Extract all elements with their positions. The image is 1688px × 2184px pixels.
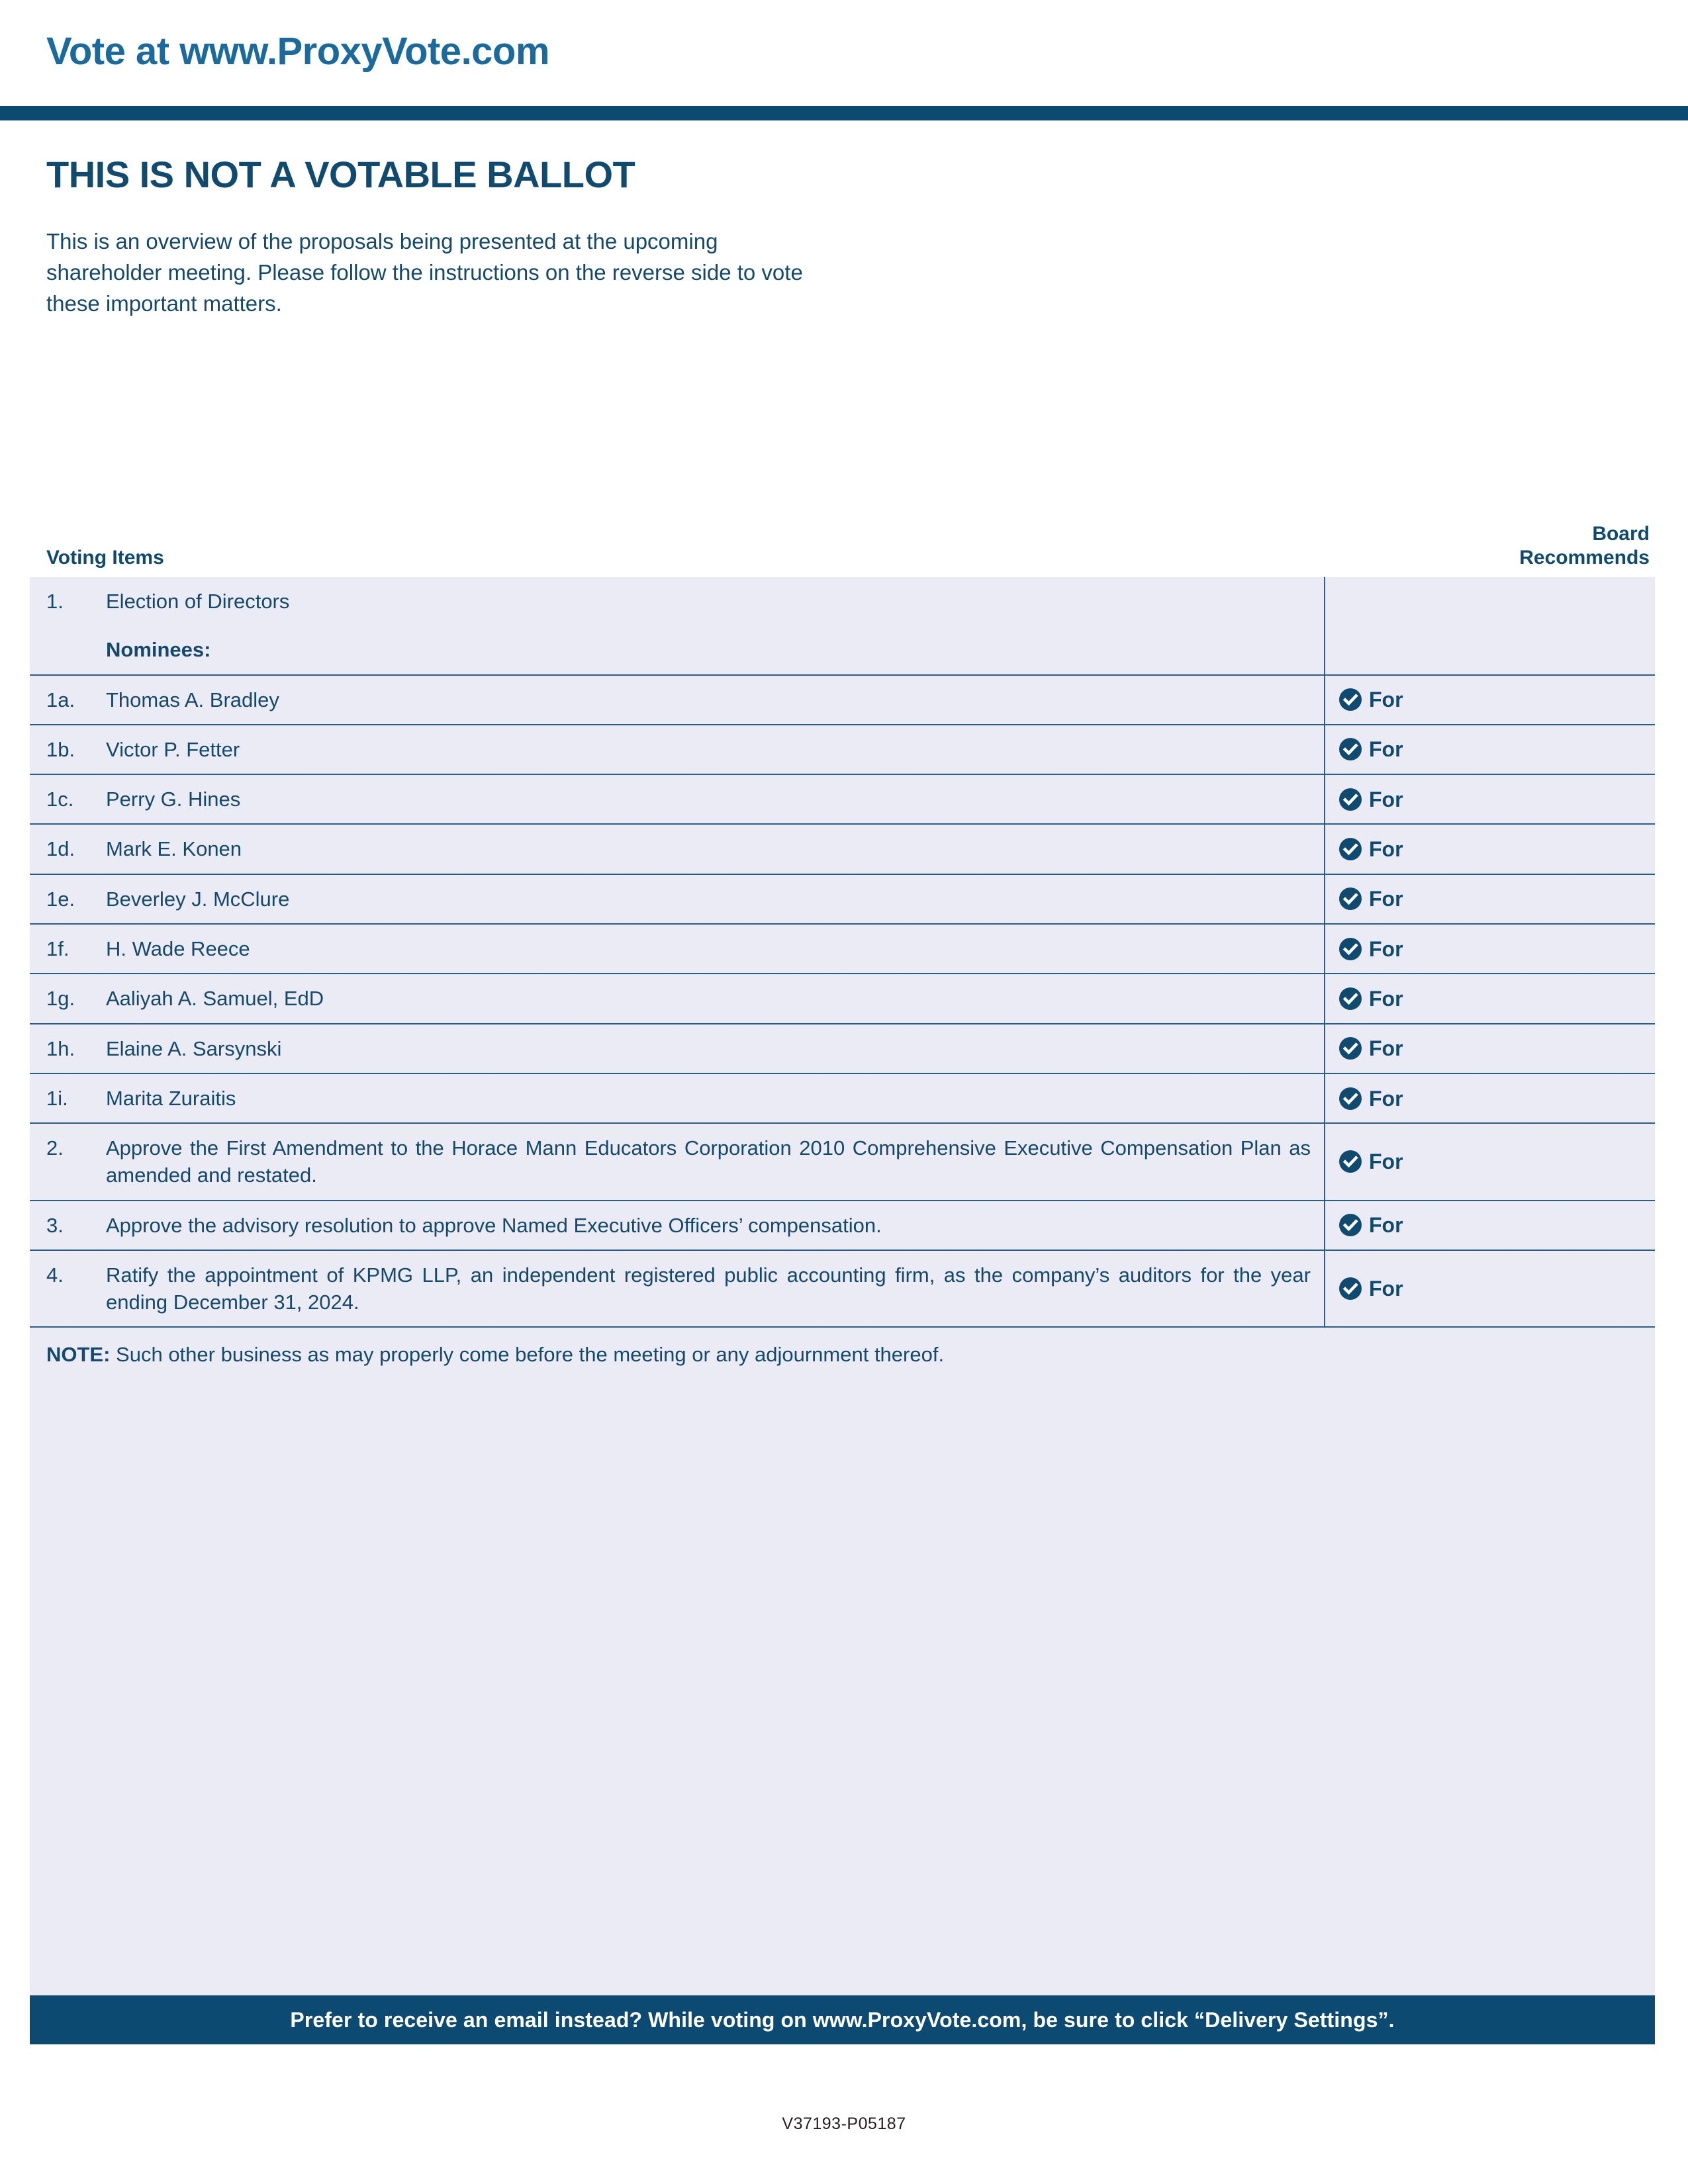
board-recommendation (1338, 887, 1403, 911)
voting-item-cell (30, 775, 1324, 823)
page-header (0, 0, 1688, 119)
board-recommendation (1338, 937, 1403, 961)
recommendation-label: For (1369, 688, 1403, 712)
table-row (30, 1074, 1655, 1124)
table-row (30, 1124, 1655, 1201)
board-recommendation-cell (1324, 775, 1655, 823)
footer-banner-text: Prefer to receive an email instead? While voting on www.ProxyVote.com, be sure to click “Delivery Settings”. (290, 2007, 1395, 2032)
check-circle-icon (1338, 887, 1362, 911)
check-circle-icon (1338, 937, 1362, 961)
column-header-voting-items: Voting Items (46, 547, 164, 569)
recommendation-label: For (1369, 1213, 1403, 1238)
voting-item-number: 1. (46, 590, 64, 613)
voting-item-cell (30, 1251, 1324, 1326)
check-circle-icon (1338, 987, 1362, 1011)
voting-item-cell (30, 625, 1324, 674)
check-circle-icon (1338, 737, 1362, 761)
voting-table (30, 576, 1655, 1383)
table-row (30, 577, 1655, 625)
voting-item-cell (30, 825, 1324, 873)
board-recommendation-cell (1324, 1074, 1655, 1122)
board-recommendation (1338, 1036, 1403, 1060)
table-row (30, 625, 1655, 675)
intro-paragraph: This is an overview of the proposals being presented at the upcoming shareholder meeting. Please follow the instructions on the reverse side to vote these important matters. (46, 228, 803, 316)
board-recommendation (1338, 837, 1403, 861)
note-text: NOTE: Such other business as may properly come before the meeting or any adjournment thereof. (46, 1343, 945, 1367)
voting-item-cell (30, 974, 1324, 1023)
table-row (30, 875, 1655, 925)
board-recommendation-cell (1324, 925, 1655, 973)
voting-item-number: 1h. (46, 1036, 75, 1060)
table-empty-area (30, 1383, 1655, 2005)
voting-item-text: Marita Zuraitis (106, 1086, 236, 1110)
voting-item-text: Mark E. Konen (106, 837, 242, 861)
table-row (30, 676, 1655, 725)
note-label: NOTE: (46, 1343, 111, 1367)
check-circle-icon (1338, 1213, 1362, 1237)
check-circle-icon (1338, 1150, 1362, 1173)
board-recommendation (1338, 1277, 1403, 1300)
voting-item-text: Election of Directors (106, 590, 290, 614)
voting-item-cell (30, 1201, 1324, 1250)
board-recommendation (1338, 688, 1403, 711)
voting-item-number: 1b. (46, 737, 75, 761)
voting-item-text: Beverley J. McClure (106, 887, 290, 911)
board-recommendation-cell (1324, 875, 1655, 923)
voting-item-number: 1f. (46, 937, 70, 960)
voting-item-number: 4. (46, 1263, 64, 1287)
board-recommendation-cell (1324, 725, 1655, 774)
intro-block (46, 156, 973, 319)
recommendation-label: For (1369, 1277, 1403, 1301)
voting-item-text: Ratify the appointment of KPMG LLP, an independent registered public accounting firm, as the company’s auditors for the year ending December 31, 2024. (106, 1263, 1311, 1314)
voting-item-number: 3. (46, 1213, 64, 1237)
board-recommendation-cell (1324, 577, 1655, 625)
voting-item-text: Aaliyah A. Samuel, EdD (106, 987, 324, 1011)
voting-item-cell (30, 925, 1324, 973)
board-recommendation-cell (1324, 1201, 1655, 1250)
recommendation-label: For (1369, 887, 1403, 911)
recommendation-label: For (1369, 737, 1403, 762)
voting-item-text: Approve the advisory resolution to approve Named Executive Officers’ compensation. (106, 1213, 882, 1237)
table-column-headers (30, 503, 1655, 576)
board-recommendation-cell (1324, 676, 1655, 724)
voting-item-text: Nominees: (106, 638, 211, 662)
voting-item-number: 1g. (46, 987, 75, 1011)
table-row (30, 925, 1655, 974)
voting-item-number: 1e. (46, 887, 75, 911)
voting-item-number: 1i. (46, 1086, 68, 1110)
board-recommendation-cell (1324, 1124, 1655, 1199)
board-recommendation (1338, 987, 1403, 1011)
check-circle-icon (1338, 1036, 1362, 1060)
voting-item-cell (30, 725, 1324, 774)
voting-item-cell (30, 577, 1324, 625)
voting-item-number: 1d. (46, 837, 75, 861)
voting-item-number: 1a. (46, 688, 75, 711)
table-row (30, 1251, 1655, 1328)
check-circle-icon (1338, 688, 1362, 711)
document-code: V37193-P05187 (782, 2115, 906, 2133)
check-circle-icon (1338, 1087, 1362, 1111)
recommendation-label: For (1369, 986, 1403, 1011)
board-recommendation-cell (1324, 974, 1655, 1023)
voting-item-text: H. Wade Reece (106, 937, 250, 961)
table-row (30, 1024, 1655, 1074)
recommendation-label: For (1369, 936, 1403, 961)
recommendation-label: For (1369, 1150, 1403, 1174)
page-title: THIS IS NOT A VOTABLE BALLOT (46, 154, 635, 195)
voting-item-cell (30, 1074, 1324, 1122)
recommendation-label: For (1369, 837, 1403, 862)
voting-item-cell (30, 1024, 1324, 1073)
recommendation-label: For (1369, 1086, 1403, 1111)
table-row (30, 1201, 1655, 1251)
footer-banner (30, 1995, 1655, 2044)
note-cell (30, 1328, 1655, 1383)
board-recommendation-cell (1324, 825, 1655, 873)
voting-item-number: 1c. (46, 788, 74, 811)
table-row (30, 974, 1655, 1024)
table-note-row (30, 1328, 1655, 1383)
board-recommendation (1338, 737, 1403, 761)
check-circle-icon (1338, 1277, 1362, 1300)
board-recommends-line1: Board (1592, 522, 1650, 545)
voting-item-number (46, 636, 106, 637)
table-row (30, 775, 1655, 825)
voting-item-text: Thomas A. Bradley (106, 688, 279, 711)
table-row (30, 725, 1655, 775)
voting-item-number: 2. (46, 1136, 64, 1160)
table-row (30, 825, 1655, 874)
board-recommendation-cell (1324, 625, 1655, 674)
voting-item-cell (30, 875, 1324, 923)
check-circle-icon (1338, 837, 1362, 861)
column-header-board-recommends (1372, 522, 1650, 570)
voting-item-cell (30, 676, 1324, 724)
voting-table-section (30, 503, 1655, 2005)
recommendation-label: For (1369, 787, 1403, 811)
board-recommendation-cell (1324, 1024, 1655, 1073)
header-rule (0, 106, 1688, 120)
voting-item-cell (30, 1124, 1324, 1199)
voting-item-text: Elaine A. Sarsynski (106, 1036, 282, 1060)
board-recommendation (1338, 1213, 1403, 1237)
recommendation-label: For (1369, 1036, 1403, 1061)
board-recommendation (1338, 1087, 1403, 1111)
board-recommendation (1338, 788, 1403, 811)
voting-item-text: Approve the First Amendment to the Horace Mann Educators Corporation 2010 Comprehensive Executive Compensation Plan as amended and restated. (106, 1136, 1311, 1187)
board-recommendation (1338, 1150, 1403, 1173)
board-recommends-line2: Recommends (1519, 547, 1650, 569)
check-circle-icon (1338, 788, 1362, 811)
board-recommendation-cell (1324, 1251, 1655, 1326)
voting-item-text: Victor P. Fetter (106, 737, 240, 761)
voting-item-text: Perry G. Hines (106, 788, 241, 811)
site-title: Vote at www.ProxyVote.com (46, 30, 549, 73)
